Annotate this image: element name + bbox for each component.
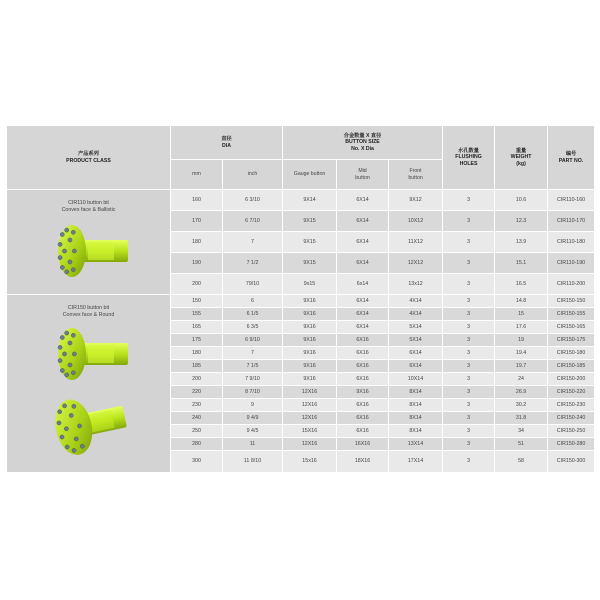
cell-front: 8X14 bbox=[389, 399, 443, 412]
cell-part: CIR150-165 bbox=[548, 321, 595, 334]
cell-holes: 3 bbox=[443, 373, 495, 386]
product-class-cell bbox=[7, 190, 171, 295]
cell-mm: 200 bbox=[171, 274, 223, 295]
cell-mid: 6X14 bbox=[337, 308, 389, 321]
cell-weight: 14.8 bbox=[495, 295, 548, 308]
drill-bit-image bbox=[7, 323, 170, 463]
cell-mid: 18X16 bbox=[337, 451, 389, 473]
cell-mid: 6X16 bbox=[337, 373, 389, 386]
cell-holes: 3 bbox=[443, 253, 495, 274]
cell-inch: 6 1/5 bbox=[223, 308, 283, 321]
cell-weight: 30.2 bbox=[495, 399, 548, 412]
header-front-button bbox=[389, 160, 443, 190]
cell-holes: 3 bbox=[443, 295, 495, 308]
cell-part: CIR110-200 bbox=[548, 274, 595, 295]
cell-front: 6X14 bbox=[389, 347, 443, 360]
cell-part: CIR150-250 bbox=[548, 425, 595, 438]
header-product-class-en: PRODUCT CLASS bbox=[66, 157, 111, 164]
cell-weight: 12.3 bbox=[495, 211, 548, 232]
drill-bit-image bbox=[7, 220, 170, 282]
header-mid-button bbox=[337, 160, 389, 190]
header-weight bbox=[495, 126, 548, 190]
cell-front: 5X14 bbox=[389, 334, 443, 347]
cell-mm: 180 bbox=[171, 232, 223, 253]
cell-inch: 6 3/10 bbox=[223, 190, 283, 211]
cell-weight: 31.8 bbox=[495, 412, 548, 425]
cell-gauge: 9x15 bbox=[283, 274, 337, 295]
header-part-cn: 编号 bbox=[565, 151, 577, 157]
cell-mid: 6x14 bbox=[337, 274, 389, 295]
cell-holes: 3 bbox=[443, 425, 495, 438]
header-flushing-en-2: HOLES bbox=[459, 160, 478, 167]
cell-inch: 6 9/10 bbox=[223, 334, 283, 347]
cell-mid: 6X16 bbox=[337, 412, 389, 425]
header-flushing-holes bbox=[443, 126, 495, 190]
cell-mid: 9X16 bbox=[337, 386, 389, 399]
cell-gauge: 15x16 bbox=[283, 451, 337, 473]
cell-front: 17X14 bbox=[389, 451, 443, 473]
header-front-2: button bbox=[408, 174, 423, 181]
cell-holes: 3 bbox=[443, 308, 495, 321]
cell-mm: 180 bbox=[171, 347, 223, 360]
cell-mid: 6X14 bbox=[337, 190, 389, 211]
cell-inch: 8 7/10 bbox=[223, 386, 283, 399]
cell-part: CIR150-150 bbox=[548, 295, 595, 308]
header-row-main bbox=[7, 126, 595, 160]
cell-front: 8X14 bbox=[389, 412, 443, 425]
cell-mm: 300 bbox=[171, 451, 223, 473]
cell-front: 13X14 bbox=[389, 438, 443, 451]
cell-inch: 6 bbox=[223, 295, 283, 308]
cell-weight: 13.9 bbox=[495, 232, 548, 253]
cell-inch: 9 bbox=[223, 399, 283, 412]
cell-front: 5X14 bbox=[389, 321, 443, 334]
cell-front: 13x12 bbox=[389, 274, 443, 295]
cell-front: 10X12 bbox=[389, 211, 443, 232]
cell-inch: 6 3/5 bbox=[223, 321, 283, 334]
header-product-class bbox=[7, 126, 171, 190]
cell-inch: 11 bbox=[223, 438, 283, 451]
cell-gauge: 9X16 bbox=[283, 295, 337, 308]
cell-holes: 3 bbox=[443, 451, 495, 473]
cell-weight: 26.9 bbox=[495, 386, 548, 399]
header-part-en: PART NO. bbox=[558, 157, 584, 164]
cell-weight: 19 bbox=[495, 334, 548, 347]
product-class-label bbox=[7, 200, 170, 214]
header-mid-2: button bbox=[355, 174, 370, 181]
cell-inch: 6 7/10 bbox=[223, 211, 283, 232]
cell-inch: 7 1/2 bbox=[223, 253, 283, 274]
spec-table-body bbox=[7, 190, 595, 473]
product-class-name: CIR110 button bit bbox=[68, 200, 109, 206]
cell-gauge: 9X15 bbox=[283, 211, 337, 232]
cell-mm: 155 bbox=[171, 308, 223, 321]
cell-mm: 165 bbox=[171, 321, 223, 334]
cell-weight: 19.7 bbox=[495, 360, 548, 373]
cell-gauge: 9X14 bbox=[283, 190, 337, 211]
cell-inch: 7 1/5 bbox=[223, 360, 283, 373]
cell-mid: 6X16 bbox=[337, 360, 389, 373]
cell-weight: 19.4 bbox=[495, 347, 548, 360]
cell-mid: 6X14 bbox=[337, 321, 389, 334]
cell-inch: 7 bbox=[223, 232, 283, 253]
cell-mm: 170 bbox=[171, 211, 223, 232]
cell-gauge: 9X16 bbox=[283, 373, 337, 386]
cell-front: 8X14 bbox=[389, 386, 443, 399]
cell-mm: 240 bbox=[171, 412, 223, 425]
cell-holes: 3 bbox=[443, 321, 495, 334]
cell-mid: 6X14 bbox=[337, 232, 389, 253]
cell-front: 9X12 bbox=[389, 190, 443, 211]
cell-part: CIR150-300 bbox=[548, 451, 595, 473]
cell-holes: 3 bbox=[443, 274, 495, 295]
cell-weight: 58 bbox=[495, 451, 548, 473]
cell-gauge: 15X16 bbox=[283, 425, 337, 438]
cell-gauge: 9X16 bbox=[283, 308, 337, 321]
header-inch: inch bbox=[223, 160, 283, 190]
cell-mid: 6X14 bbox=[337, 253, 389, 274]
cell-gauge: 9X16 bbox=[283, 321, 337, 334]
cell-mid: 6X16 bbox=[337, 347, 389, 360]
cell-mm: 280 bbox=[171, 438, 223, 451]
cell-part: CIR110-160 bbox=[548, 190, 595, 211]
cell-gauge: 12X16 bbox=[283, 386, 337, 399]
cell-part: CIR110-190 bbox=[548, 253, 595, 274]
cell-part: CIR110-170 bbox=[548, 211, 595, 232]
header-front-1: Front bbox=[409, 168, 422, 174]
cell-weight: 16.5 bbox=[495, 274, 548, 295]
cell-holes: 3 bbox=[443, 211, 495, 232]
cell-part: CIR150-220 bbox=[548, 386, 595, 399]
header-mid-1: Mid bbox=[358, 168, 367, 174]
cell-gauge: 9X15 bbox=[283, 232, 337, 253]
cell-gauge: 12X16 bbox=[283, 412, 337, 425]
cell-inch: 79/10 bbox=[223, 274, 283, 295]
cell-mm: 150 bbox=[171, 295, 223, 308]
header-dia-en: DIA bbox=[222, 142, 231, 149]
header-weight-en: WEIGHT bbox=[510, 154, 532, 161]
cell-holes: 3 bbox=[443, 334, 495, 347]
cell-gauge: 12X16 bbox=[283, 399, 337, 412]
cell-mm: 190 bbox=[171, 253, 223, 274]
cell-weight: 17.6 bbox=[495, 321, 548, 334]
cell-mid: 6X14 bbox=[337, 211, 389, 232]
cell-holes: 3 bbox=[443, 412, 495, 425]
cell-front: 8X14 bbox=[389, 425, 443, 438]
header-button-en: BUTTON SIZE bbox=[345, 139, 380, 146]
cell-holes: 3 bbox=[443, 438, 495, 451]
cell-mm: 220 bbox=[171, 386, 223, 399]
cell-gauge: 12X16 bbox=[283, 438, 337, 451]
cell-mid: 6X16 bbox=[337, 399, 389, 412]
header-button-cn: 合金数量 X 直径 bbox=[343, 132, 382, 139]
header-button-sub: No. X Dia bbox=[351, 145, 374, 152]
cell-inch: 9 4/9 bbox=[223, 412, 283, 425]
table-row bbox=[7, 295, 595, 308]
cell-front: 6X14 bbox=[389, 360, 443, 373]
cell-mm: 185 bbox=[171, 360, 223, 373]
header-flushing-en-1: FLUSHING bbox=[455, 154, 482, 161]
cell-part: CIR110-180 bbox=[548, 232, 595, 253]
header-weight-cn: 重量 bbox=[515, 147, 527, 154]
cell-mm: 250 bbox=[171, 425, 223, 438]
cell-holes: 3 bbox=[443, 232, 495, 253]
header-part-no bbox=[548, 126, 595, 190]
cell-holes: 3 bbox=[443, 360, 495, 373]
cell-gauge: 9X16 bbox=[283, 360, 337, 373]
product-class-desc: Convex face & Ballistic bbox=[61, 207, 116, 214]
cell-inch: 7 9/10 bbox=[223, 373, 283, 386]
cell-mid: 6X14 bbox=[337, 295, 389, 308]
product-class-label bbox=[7, 305, 170, 319]
cell-weight: 24 bbox=[495, 373, 548, 386]
header-dia bbox=[171, 126, 283, 160]
cell-holes: 3 bbox=[443, 190, 495, 211]
cell-mm: 200 bbox=[171, 373, 223, 386]
cell-gauge: 9X16 bbox=[283, 347, 337, 360]
cell-holes: 3 bbox=[443, 399, 495, 412]
cell-weight: 34 bbox=[495, 425, 548, 438]
cell-part: CIR150-180 bbox=[548, 347, 595, 360]
header-gauge-button: Gauge button bbox=[283, 160, 337, 190]
cell-part: CIR150-200 bbox=[548, 373, 595, 386]
product-class-desc: Convex face & Round bbox=[62, 312, 115, 319]
cell-front: 4X14 bbox=[389, 308, 443, 321]
header-product-class-cn: 产品系列 bbox=[78, 151, 99, 157]
cell-weight: 15 bbox=[495, 308, 548, 321]
cell-front: 11X12 bbox=[389, 232, 443, 253]
cell-gauge: 9X15 bbox=[283, 253, 337, 274]
cell-part: CIR150-240 bbox=[548, 412, 595, 425]
product-spec-table bbox=[6, 125, 595, 473]
cell-gauge: 9X16 bbox=[283, 334, 337, 347]
cell-holes: 3 bbox=[443, 347, 495, 360]
header-button-size bbox=[283, 126, 443, 160]
cell-part: CIR150-175 bbox=[548, 334, 595, 347]
header-weight-unit: (kg) bbox=[516, 160, 526, 167]
cell-part: CIR150-185 bbox=[548, 360, 595, 373]
product-class-name: CIR150 button bit bbox=[67, 305, 110, 311]
cell-weight: 15.1 bbox=[495, 253, 548, 274]
cell-part: CIR150-280 bbox=[548, 438, 595, 451]
cell-inch: 9 4/5 bbox=[223, 425, 283, 438]
cell-part: CIR150-230 bbox=[548, 399, 595, 412]
cell-mid: 6X16 bbox=[337, 334, 389, 347]
cell-front: 12X12 bbox=[389, 253, 443, 274]
cell-weight: 51 bbox=[495, 438, 548, 451]
cell-mid: 6X16 bbox=[337, 425, 389, 438]
cell-weight: 10.6 bbox=[495, 190, 548, 211]
cell-mid: 16X16 bbox=[337, 438, 389, 451]
product-class-cell bbox=[7, 295, 171, 473]
cell-front: 4X14 bbox=[389, 295, 443, 308]
header-mm: mm bbox=[171, 160, 223, 190]
cell-part: CIR150-155 bbox=[548, 308, 595, 321]
cell-front: 10X14 bbox=[389, 373, 443, 386]
header-flushing-cn: 水孔数量 bbox=[458, 147, 479, 154]
cell-inch: 11 8/10 bbox=[223, 451, 283, 473]
cell-inch: 7 bbox=[223, 347, 283, 360]
cell-mm: 160 bbox=[171, 190, 223, 211]
table-row bbox=[7, 190, 595, 211]
cell-mm: 175 bbox=[171, 334, 223, 347]
cell-holes: 3 bbox=[443, 386, 495, 399]
header-dia-cn: 直径 bbox=[221, 136, 232, 142]
cell-mm: 230 bbox=[171, 399, 223, 412]
